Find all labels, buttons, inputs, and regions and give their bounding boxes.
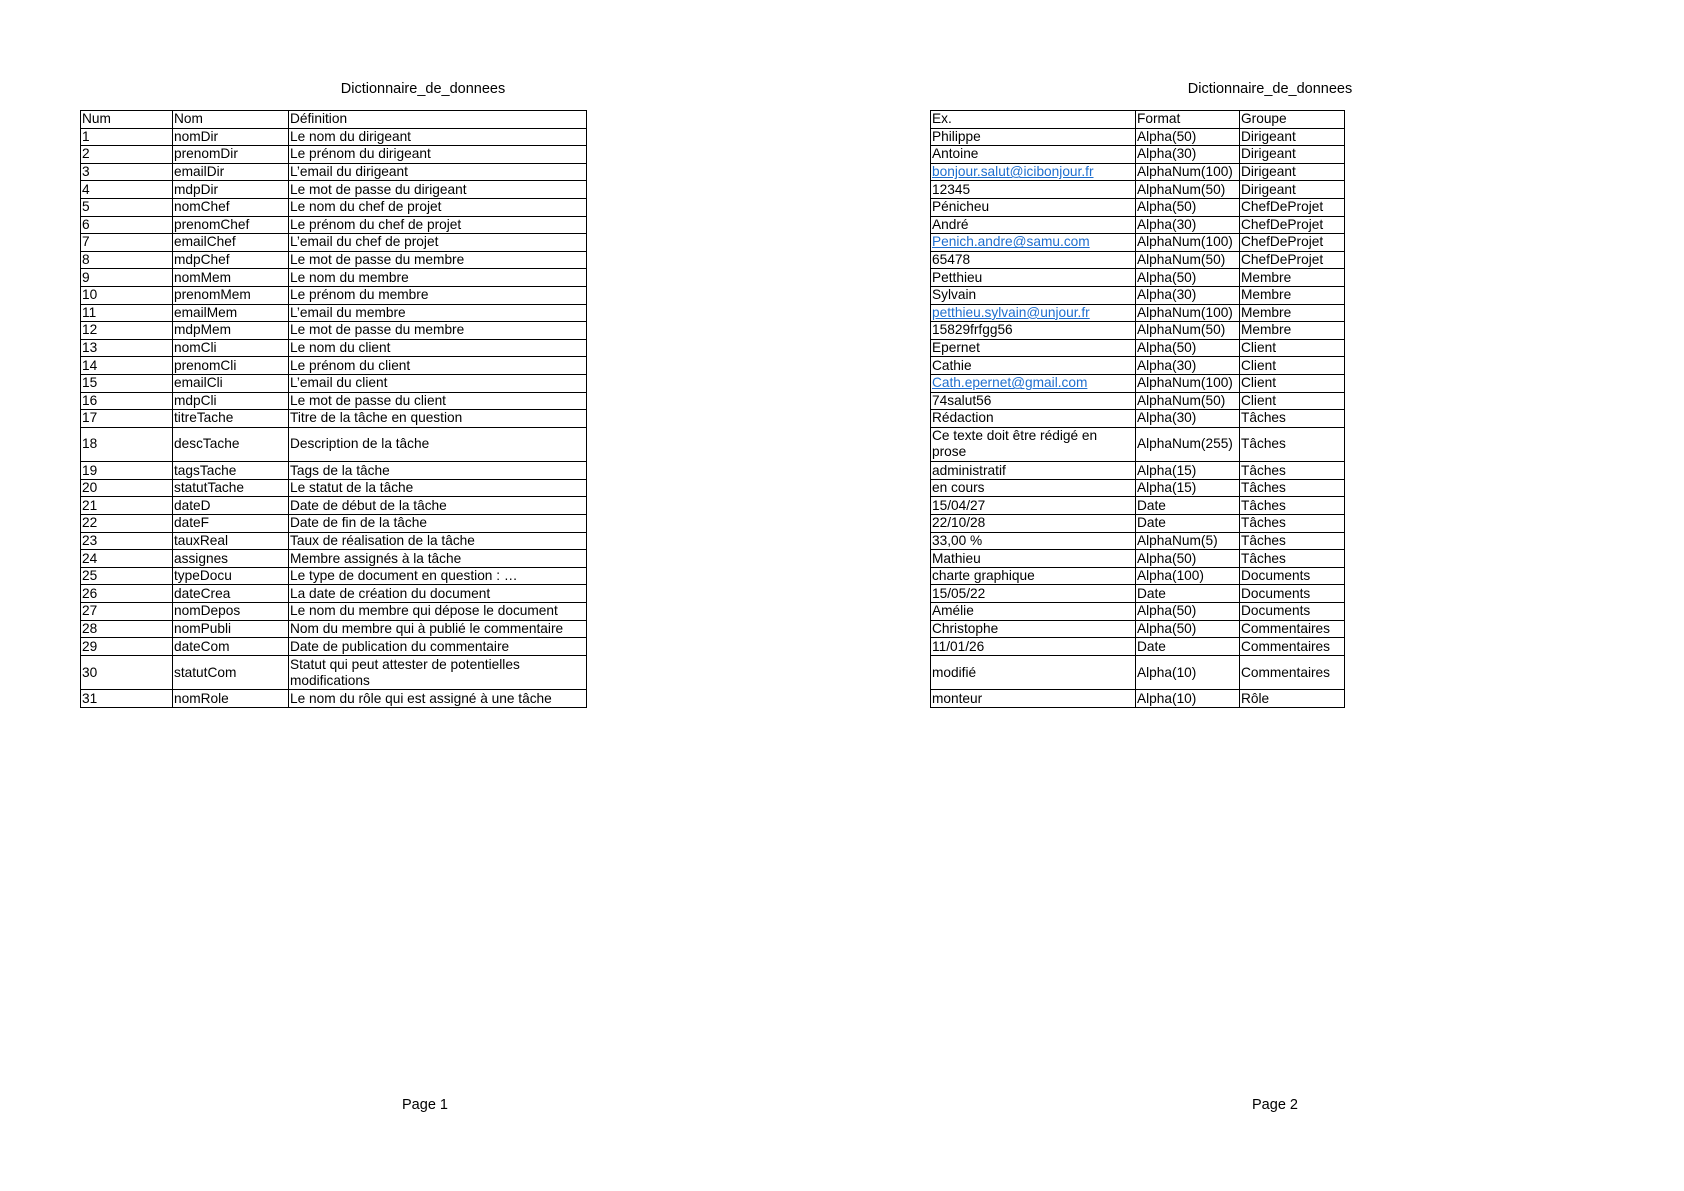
- table-row: [81, 357, 587, 375]
- nom-cell: dateCom: [173, 638, 289, 656]
- table-row: [81, 322, 587, 340]
- table-row: [931, 163, 1345, 181]
- groupe-cell: ChefDeProjet: [1240, 198, 1345, 216]
- format-cell: AlphaNum(100): [1136, 163, 1240, 181]
- groupe-cell: Documents: [1240, 567, 1345, 585]
- example-cell: Sylvain: [931, 286, 1136, 304]
- column-header-example: Ex.: [931, 111, 1136, 129]
- definition-cell: L’email du dirigeant: [289, 163, 587, 181]
- num-cell: 2: [81, 146, 173, 164]
- nom-cell: prenomMem: [173, 286, 289, 304]
- groupe-cell: Membre: [1240, 322, 1345, 340]
- example-cell: charte graphique: [931, 567, 1136, 585]
- groupe-cell: Dirigeant: [1240, 146, 1345, 164]
- table-row: [931, 620, 1345, 638]
- example-cell: administratif: [931, 462, 1136, 480]
- table-header-row: [931, 111, 1345, 129]
- format-cell: Alpha(30): [1136, 286, 1240, 304]
- table-row: [931, 251, 1345, 269]
- definition-cell: Taux de réalisation de la tâche: [289, 532, 587, 550]
- num-cell: 14: [81, 357, 173, 375]
- table-row: [931, 128, 1345, 146]
- num-cell: 17: [81, 410, 173, 428]
- groupe-cell: Client: [1240, 392, 1345, 410]
- groupe-cell: Tâches: [1240, 515, 1345, 533]
- table-row: [81, 479, 587, 497]
- definition-cell: Date de fin de la tâche: [289, 515, 587, 533]
- num-cell: 9: [81, 269, 173, 287]
- nom-cell: dateD: [173, 497, 289, 515]
- table-row: [81, 567, 587, 585]
- table-row: [81, 286, 587, 304]
- format-cell: Alpha(50): [1136, 603, 1240, 621]
- definition-cell: Le type de document en question : …: [289, 567, 587, 585]
- num-cell: 29: [81, 638, 173, 656]
- table-row: [81, 655, 587, 690]
- nom-cell: emailMem: [173, 304, 289, 322]
- format-cell: Alpha(100): [1136, 567, 1240, 585]
- email-link[interactable]: Penich.andre@samu.com: [931, 234, 1136, 252]
- nom-cell: tauxReal: [173, 532, 289, 550]
- table-row: [931, 427, 1345, 462]
- definition-cell: Le prénom du chef de projet: [289, 216, 587, 234]
- groupe-cell: Commentaires: [1240, 638, 1345, 656]
- groupe-cell: ChefDeProjet: [1240, 234, 1345, 252]
- column-header-nom: Nom: [173, 111, 289, 129]
- nom-cell: emailChef: [173, 234, 289, 252]
- table-header-row: [81, 111, 587, 129]
- example-cell: 74salut56: [931, 392, 1136, 410]
- table-row: [931, 374, 1345, 392]
- definition-cell: Le nom du dirigeant: [289, 128, 587, 146]
- page-2-footer: Page 2: [1252, 1097, 1298, 1113]
- nom-cell: prenomDir: [173, 146, 289, 164]
- groupe-cell: Tâches: [1240, 427, 1345, 462]
- definition-cell: Tags de la tâche: [289, 462, 587, 480]
- page-1-footer: Page 1: [402, 1097, 448, 1113]
- table-row: [81, 163, 587, 181]
- table-row: [81, 410, 587, 428]
- table-row: [81, 550, 587, 568]
- format-cell: AlphaNum(100): [1136, 374, 1240, 392]
- format-cell: Alpha(30): [1136, 146, 1240, 164]
- num-cell: 12: [81, 322, 173, 340]
- table-row: [81, 181, 587, 199]
- column-header-num: Num: [81, 111, 173, 129]
- num-cell: 3: [81, 163, 173, 181]
- table-row: [81, 234, 587, 252]
- format-cell: Alpha(30): [1136, 216, 1240, 234]
- groupe-cell: Dirigeant: [1240, 163, 1345, 181]
- num-cell: 13: [81, 339, 173, 357]
- definition-cell: Nom du membre qui à publié le commentaire: [289, 620, 587, 638]
- definition-cell: Le nom du rôle qui est assigné à une tâche: [289, 690, 587, 708]
- definition-cell: L’email du membre: [289, 304, 587, 322]
- table-row: [81, 620, 587, 638]
- example-cell: Rédaction: [931, 410, 1136, 428]
- table-row: [931, 304, 1345, 322]
- example-cell: Pénicheu: [931, 198, 1136, 216]
- table-row: [81, 374, 587, 392]
- num-cell: 16: [81, 392, 173, 410]
- nom-cell: emailCli: [173, 374, 289, 392]
- definition-cell: La date de création du document: [289, 585, 587, 603]
- format-cell: Alpha(10): [1136, 655, 1240, 690]
- definition-cell: Description de la tâche: [289, 427, 587, 462]
- num-cell: 28: [81, 620, 173, 638]
- table-row: [931, 234, 1345, 252]
- table-row: [81, 146, 587, 164]
- table-row: [81, 198, 587, 216]
- num-cell: 7: [81, 234, 173, 252]
- definition-cell: Le prénom du dirigeant: [289, 146, 587, 164]
- example-cell: monteur: [931, 690, 1136, 708]
- format-cell: Alpha(50): [1136, 198, 1240, 216]
- num-cell: 11: [81, 304, 173, 322]
- table-row: [931, 392, 1345, 410]
- format-cell: Date: [1136, 638, 1240, 656]
- format-cell: Date: [1136, 515, 1240, 533]
- definition-cell: Statut qui peut attester de potentielles modifications: [289, 655, 587, 690]
- nom-cell: assignes: [173, 550, 289, 568]
- example-cell: André: [931, 216, 1136, 234]
- email-link[interactable]: petthieu.sylvain@unjour.fr: [931, 304, 1136, 322]
- format-cell: AlphaNum(50): [1136, 251, 1240, 269]
- nom-cell: mdpCli: [173, 392, 289, 410]
- example-cell: Amélie: [931, 603, 1136, 621]
- table-row: [81, 690, 587, 708]
- table-row: [931, 638, 1345, 656]
- table-row: [81, 585, 587, 603]
- table-row: [931, 410, 1345, 428]
- example-cell: Epernet: [931, 339, 1136, 357]
- email-link[interactable]: Cath.epernet@gmail.com: [931, 374, 1136, 392]
- nom-cell: statutCom: [173, 655, 289, 690]
- table-row: [81, 603, 587, 621]
- data-dictionary-table-page-1: [80, 110, 587, 708]
- definition-cell: Le mot de passe du dirigeant: [289, 181, 587, 199]
- table-row: [81, 462, 587, 480]
- table-row: [931, 567, 1345, 585]
- email-link[interactable]: bonjour.salut@icibonjour.fr: [931, 163, 1136, 181]
- groupe-cell: Rôle: [1240, 690, 1345, 708]
- table-row: [931, 550, 1345, 568]
- num-cell: 22: [81, 515, 173, 533]
- num-cell: 1: [81, 128, 173, 146]
- groupe-cell: Tâches: [1240, 462, 1345, 480]
- table-row: [81, 269, 587, 287]
- column-header-format: Format: [1136, 111, 1240, 129]
- table-row: [81, 515, 587, 533]
- nom-cell: tagsTache: [173, 462, 289, 480]
- table-row: [81, 339, 587, 357]
- nom-cell: nomDepos: [173, 603, 289, 621]
- example-cell: 15829frfgg56: [931, 322, 1136, 340]
- groupe-cell: Membre: [1240, 269, 1345, 287]
- definition-cell: Le prénom du membre: [289, 286, 587, 304]
- nom-cell: dateF: [173, 515, 289, 533]
- num-cell: 19: [81, 462, 173, 480]
- nom-cell: mdpMem: [173, 322, 289, 340]
- nom-cell: typeDocu: [173, 567, 289, 585]
- definition-cell: Le mot de passe du membre: [289, 251, 587, 269]
- format-cell: AlphaNum(50): [1136, 392, 1240, 410]
- table-row: [81, 427, 587, 462]
- definition-cell: Date de début de la tâche: [289, 497, 587, 515]
- table-row: [81, 532, 587, 550]
- table-row: [931, 603, 1345, 621]
- nom-cell: nomRole: [173, 690, 289, 708]
- num-cell: 5: [81, 198, 173, 216]
- groupe-cell: ChefDeProjet: [1240, 251, 1345, 269]
- example-cell: Ce texte doit être rédigé en prose: [931, 427, 1136, 462]
- num-cell: 10: [81, 286, 173, 304]
- table-row: [81, 216, 587, 234]
- nom-cell: dateCrea: [173, 585, 289, 603]
- num-cell: 21: [81, 497, 173, 515]
- format-cell: Alpha(50): [1136, 339, 1240, 357]
- table-row: [931, 181, 1345, 199]
- table-row: [931, 322, 1345, 340]
- table-row: [931, 497, 1345, 515]
- table-row: [81, 128, 587, 146]
- groupe-cell: Commentaires: [1240, 620, 1345, 638]
- groupe-cell: Documents: [1240, 585, 1345, 603]
- format-cell: Alpha(10): [1136, 690, 1240, 708]
- groupe-cell: Tâches: [1240, 550, 1345, 568]
- format-cell: Alpha(50): [1136, 620, 1240, 638]
- groupe-cell: Tâches: [1240, 532, 1345, 550]
- definition-cell: Titre de la tâche en question: [289, 410, 587, 428]
- table-row: [931, 532, 1345, 550]
- example-cell: Philippe: [931, 128, 1136, 146]
- column-header-groupe: Groupe: [1240, 111, 1345, 129]
- format-cell: Alpha(50): [1136, 550, 1240, 568]
- table-row: [931, 269, 1345, 287]
- format-cell: AlphaNum(50): [1136, 322, 1240, 340]
- nom-cell: prenomCli: [173, 357, 289, 375]
- definition-cell: Le nom du chef de projet: [289, 198, 587, 216]
- column-header-definition: Définition: [289, 111, 587, 129]
- format-cell: Date: [1136, 585, 1240, 603]
- example-cell: 33,00 %: [931, 532, 1136, 550]
- num-cell: 30: [81, 655, 173, 690]
- format-cell: Alpha(50): [1136, 128, 1240, 146]
- num-cell: 20: [81, 479, 173, 497]
- table-row: [931, 216, 1345, 234]
- num-cell: 23: [81, 532, 173, 550]
- table-row: [81, 251, 587, 269]
- nom-cell: statutTache: [173, 479, 289, 497]
- format-cell: AlphaNum(100): [1136, 234, 1240, 252]
- groupe-cell: Client: [1240, 339, 1345, 357]
- example-cell: modifié: [931, 655, 1136, 690]
- format-cell: AlphaNum(5): [1136, 532, 1240, 550]
- example-cell: 15/05/22: [931, 585, 1136, 603]
- nom-cell: emailDir: [173, 163, 289, 181]
- format-cell: AlphaNum(255): [1136, 427, 1240, 462]
- nom-cell: titreTache: [173, 410, 289, 428]
- definition-cell: Le mot de passe du membre: [289, 322, 587, 340]
- format-cell: Alpha(30): [1136, 357, 1240, 375]
- groupe-cell: Membre: [1240, 304, 1345, 322]
- table-row: [931, 585, 1345, 603]
- nom-cell: nomChef: [173, 198, 289, 216]
- table-row: [931, 462, 1345, 480]
- example-cell: 12345: [931, 181, 1136, 199]
- definition-cell: Le nom du client: [289, 339, 587, 357]
- groupe-cell: Tâches: [1240, 479, 1345, 497]
- num-cell: 6: [81, 216, 173, 234]
- example-cell: Antoine: [931, 146, 1136, 164]
- page-2-title: Dictionnaire_de_donnees: [1187, 81, 1353, 97]
- num-cell: 27: [81, 603, 173, 621]
- table-row: [931, 146, 1345, 164]
- table-row: [81, 497, 587, 515]
- nom-cell: mdpChef: [173, 251, 289, 269]
- definition-cell: Le nom du membre: [289, 269, 587, 287]
- groupe-cell: Tâches: [1240, 410, 1345, 428]
- table-row: [931, 339, 1345, 357]
- nom-cell: prenomChef: [173, 216, 289, 234]
- groupe-cell: Documents: [1240, 603, 1345, 621]
- definition-cell: Le mot de passe du client: [289, 392, 587, 410]
- example-cell: Christophe: [931, 620, 1136, 638]
- format-cell: Alpha(15): [1136, 479, 1240, 497]
- definition-cell: Date de publication du commentaire: [289, 638, 587, 656]
- table-row: [931, 515, 1345, 533]
- num-cell: 26: [81, 585, 173, 603]
- format-cell: Alpha(30): [1136, 410, 1240, 428]
- table-row: [931, 198, 1345, 216]
- nom-cell: descTache: [173, 427, 289, 462]
- definition-cell: Le nom du membre qui dépose le document: [289, 603, 587, 621]
- example-cell: en cours: [931, 479, 1136, 497]
- page-1-title: Dictionnaire_de_donnees: [340, 81, 506, 97]
- example-cell: 11/01/26: [931, 638, 1136, 656]
- num-cell: 31: [81, 690, 173, 708]
- nom-cell: mdpDir: [173, 181, 289, 199]
- table-row: [931, 690, 1345, 708]
- example-cell: 22/10/28: [931, 515, 1136, 533]
- format-cell: Date: [1136, 497, 1240, 515]
- groupe-cell: Dirigeant: [1240, 181, 1345, 199]
- num-cell: 15: [81, 374, 173, 392]
- nom-cell: nomPubli: [173, 620, 289, 638]
- table-row: [931, 357, 1345, 375]
- data-dictionary-table-page-2: [930, 110, 1345, 708]
- nom-cell: nomMem: [173, 269, 289, 287]
- groupe-cell: ChefDeProjet: [1240, 216, 1345, 234]
- definition-cell: Le prénom du client: [289, 357, 587, 375]
- table-row: [931, 286, 1345, 304]
- table-row: [81, 304, 587, 322]
- groupe-cell: Tâches: [1240, 497, 1345, 515]
- groupe-cell: Dirigeant: [1240, 128, 1345, 146]
- format-cell: Alpha(50): [1136, 269, 1240, 287]
- num-cell: 8: [81, 251, 173, 269]
- example-cell: Cathie: [931, 357, 1136, 375]
- num-cell: 18: [81, 427, 173, 462]
- nom-cell: nomDir: [173, 128, 289, 146]
- example-cell: Mathieu: [931, 550, 1136, 568]
- example-cell: 65478: [931, 251, 1136, 269]
- num-cell: 4: [81, 181, 173, 199]
- groupe-cell: Membre: [1240, 286, 1345, 304]
- definition-cell: L’email du client: [289, 374, 587, 392]
- definition-cell: Membre assignés à la tâche: [289, 550, 587, 568]
- num-cell: 24: [81, 550, 173, 568]
- example-cell: Petthieu: [931, 269, 1136, 287]
- format-cell: Alpha(15): [1136, 462, 1240, 480]
- definition-cell: Le statut de la tâche: [289, 479, 587, 497]
- format-cell: AlphaNum(100): [1136, 304, 1240, 322]
- table-row: [81, 392, 587, 410]
- table-row: [931, 479, 1345, 497]
- format-cell: AlphaNum(50): [1136, 181, 1240, 199]
- groupe-cell: Client: [1240, 374, 1345, 392]
- example-cell: 15/04/27: [931, 497, 1136, 515]
- groupe-cell: Client: [1240, 357, 1345, 375]
- nom-cell: nomCli: [173, 339, 289, 357]
- num-cell: 25: [81, 567, 173, 585]
- table-row: [81, 638, 587, 656]
- table-row: [931, 655, 1345, 690]
- definition-cell: L’email du chef de projet: [289, 234, 587, 252]
- groupe-cell: Commentaires: [1240, 655, 1345, 690]
